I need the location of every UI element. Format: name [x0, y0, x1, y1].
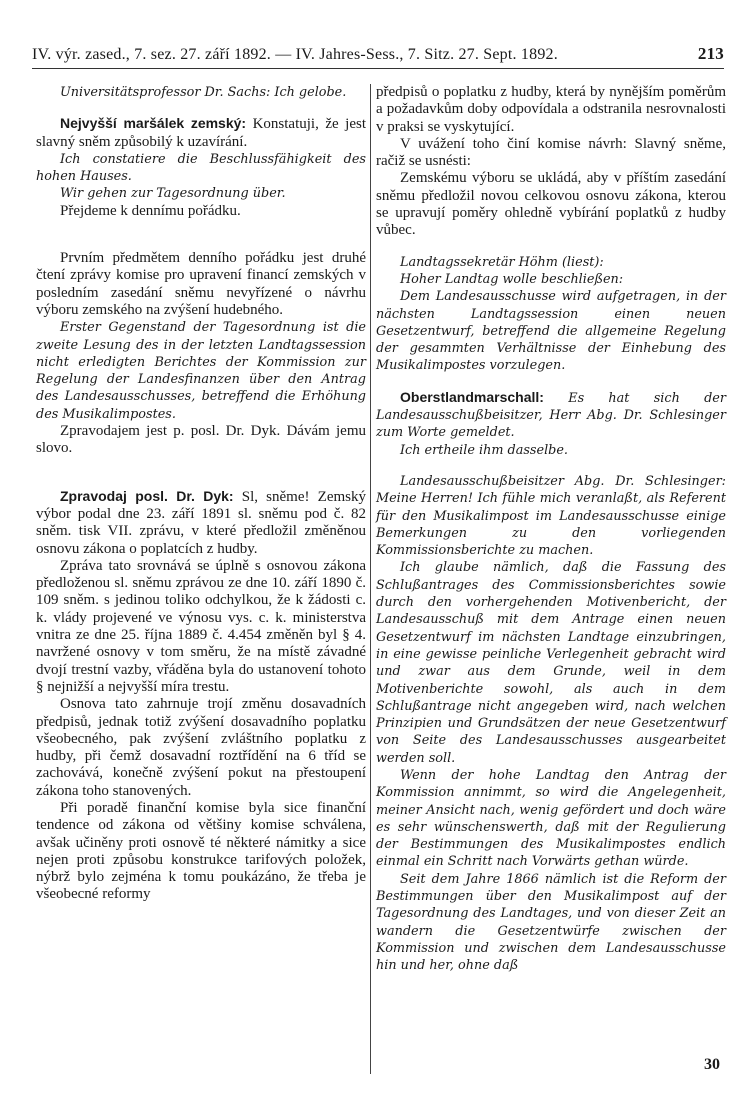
column-divider	[370, 84, 371, 1074]
paragraph: Zemskému výboru se ukládá, aby v příštím zasedání sněmu předložil novou celkovou osnovu zákona, kterou se upravují poměry ohledně vybírání poplatků z hudby vůbec.	[376, 170, 726, 239]
paragraph: předpisů o poplatku z hudby, která by nynějším poměrům a požadavkům doby odpovídala a odstranila nesrovnalosti v praksi se vyskytující.	[376, 84, 726, 135]
speaker-name: Nejvyšší maršálek zemský:	[60, 115, 247, 132]
paragraph: Seit dem Jahre 1866 nämlich ist die Reform der Bestimmungen über den Musikalimpost auf der Tagesordnung des Landtages, und von dieser Zeit an wandern die Gesetzentwürfe zwischen der Kommission und zwischen dem Landesausschusse hin und her, ohne daß	[376, 871, 726, 974]
paragraph: Prvním předmětem denního pořádku jest druhé čtení zprávy komise pro upravení financí zemských v posledním zasedání sněmu nevyřízené o návrhu výboru zemského na zvýšení hudebného.	[36, 250, 366, 318]
paragraph-text: Es hat sich der Landesausschußbeisitzer, Herr Abg. Dr. Schlesinger zum Worte gemeldet.	[376, 390, 726, 441]
speaker-name: Oberstlandmarschall:	[400, 388, 544, 405]
paragraph	[36, 84, 366, 101]
paragraph	[36, 488, 366, 558]
header-rule	[32, 68, 724, 69]
paragraph	[36, 115, 366, 151]
paragraph: Wir gehen zur Tagesordnung über.	[60, 186, 286, 202]
paragraph-text: Sl, sněme! Zemský výbor podal dne 23. září 1891 sl. sněmu pod č. 82 sněm. tisk VII. zprávu, v které předložil změněnou osnovu zákona o poplatcích z hudby.	[36, 488, 367, 557]
running-head: IV. výr. zased., 7. sez. 27. září 1892. — IV. Jahres-Sess., 7. Sitz. 27. Sept. 1892.	[32, 46, 558, 63]
paragraph: Přejdeme k dennímu pořádku.	[60, 202, 241, 219]
paragraph: Landtagssekretär Höhm (liest):	[400, 254, 604, 270]
paragraph: Zpráva tato srovnává se úplně s osnovou zákona předloženou sl. sněmu zprávou ze dne 10. září 1890 č. 109 sněm. s jedinou toliko odchylkou, že k žádosti c. k. vlády projevené ve výnosu vys. c. k. ministerstva vnitra ze dne 25. října 1889 č. 4.454 změněn byl § 4. navržené osnovy v tom směru, že na místě závadné dvojí trestní vazby, vřáděna byla do ustanovení tohoto § nejnižší a nejvyšší míra trestu.	[36, 557, 366, 695]
paragraph: Ich glaube nämlich, daß die Fassung des Schlußantrages des Commissionsberichtes sowie durch den vorhergehenden Motivenbericht, der Landesausschuß mit dem Antrage einen neuen Gesetzentwurf im nächsten Landtage einzubringen, in eine gewisse peinliche Verlegenheit gebracht wird und zwar aus dem Grunde, weil in dem Motivenberichte sowohl, als auch in dem Schlußantrage nicht angegeben wird, nach welchen Prinzipien und Grundsätzen der neue Gesetzentwurf von Seite des Landesausschusses ausgearbeitet werden soll.	[376, 560, 726, 766]
speaker-name: Universitätsprofessor Dr. Sachs:	[60, 85, 271, 100]
signature-mark: 30	[704, 1056, 720, 1073]
paragraph: Erster Gegenstand der Tagesordnung ist die zweite Lesung des in der letzten Landtagssession nicht erledigten Berichtes der Kommission zur Regelung der Landesfinanzen über den Antrag des Landesausschusses, betreffend die Erhöhung des Musikalimpostes.	[36, 320, 366, 422]
page-number: 213	[697, 44, 724, 63]
paragraph: Při poradě finanční komise byla sice finanční tendence od zákona od většiny komise schválena, avšak učiněny proti osnově té některé námitky a sice nejen proti způsobu konstrukce tarifových položek, nýbrž bylo zejména k tomu poukázáno, že třeba je všeobecné reformy	[36, 799, 366, 903]
paragraph-text: Ich gelobe.	[270, 85, 347, 100]
right-column	[376, 84, 726, 975]
paragraph: Wenn der hohe Landtag den Antrag der Kommission annimmt, so wird die Angelegenheit, meiner Ansicht nach, wenig gefördert und doch wäre es sehr wünschenswerth, daß mit der Regulierung der Bestimmungen des Musikalimpostes endlich einmal ein Schritt nach Vorwärts gethan würde.	[376, 767, 726, 870]
paragraph-text: Konstatuji, že jest slavný sněm způsobilý k uzavírání.	[36, 116, 366, 150]
paragraph: Hoher Landtag wolle beschließen:	[400, 271, 624, 287]
speaker-name: Zpravodaj posl. Dr. Dyk:	[60, 487, 234, 504]
paragraph	[376, 389, 726, 442]
paragraph: Osnova tato zahrnuje trojí změnu dosavadních předpisů, jednak totiž zvýšení dosavadního poplatku všeobecného, pak zvýšení zvláštního poplatku z hudby, při čemž dosavadní roztřídění na 6 tříd se zachovává, konečně zvýšení pokut na přestoupení zákona toho stanovených.	[36, 696, 366, 799]
paragraph: Zpravodajem jest p. posl. Dr. Dyk. Dávám jemu slovo.	[36, 423, 366, 457]
left-column	[36, 84, 366, 904]
page-header	[32, 44, 724, 64]
paragraph-text: Meine Herren! Ich fühle mich veranlaßt, als Referent für den Musikalimpost im Landesausschusse einige Bemerkungen zu den vorliegenden Kommissionsberichte zu machen.	[376, 491, 726, 559]
paragraph: Ich constatiere die Beschlussfähigkeit des hohen Hauses.	[36, 151, 366, 185]
paragraph: Ich ertheile ihm dasselbe.	[400, 442, 568, 458]
speaker-name: Landesausschußbeisitzer Abg. Dr. Schlesinger:	[400, 473, 726, 489]
text-columns	[36, 84, 726, 1084]
paragraph: Dem Landesausschusse wird aufgetragen, in der nächsten Landtagssession einen neuen Gesetzentwurf, betreffend die allgemeine Regelung der gesammten Verhältnisse der Einhebung des Musikalimpostes vorzulegen.	[376, 289, 726, 374]
paragraph: V uvážení toho činí komise návrh: Slavný sněme, račiž se usnésti:	[376, 135, 726, 170]
paragraph	[376, 473, 726, 559]
